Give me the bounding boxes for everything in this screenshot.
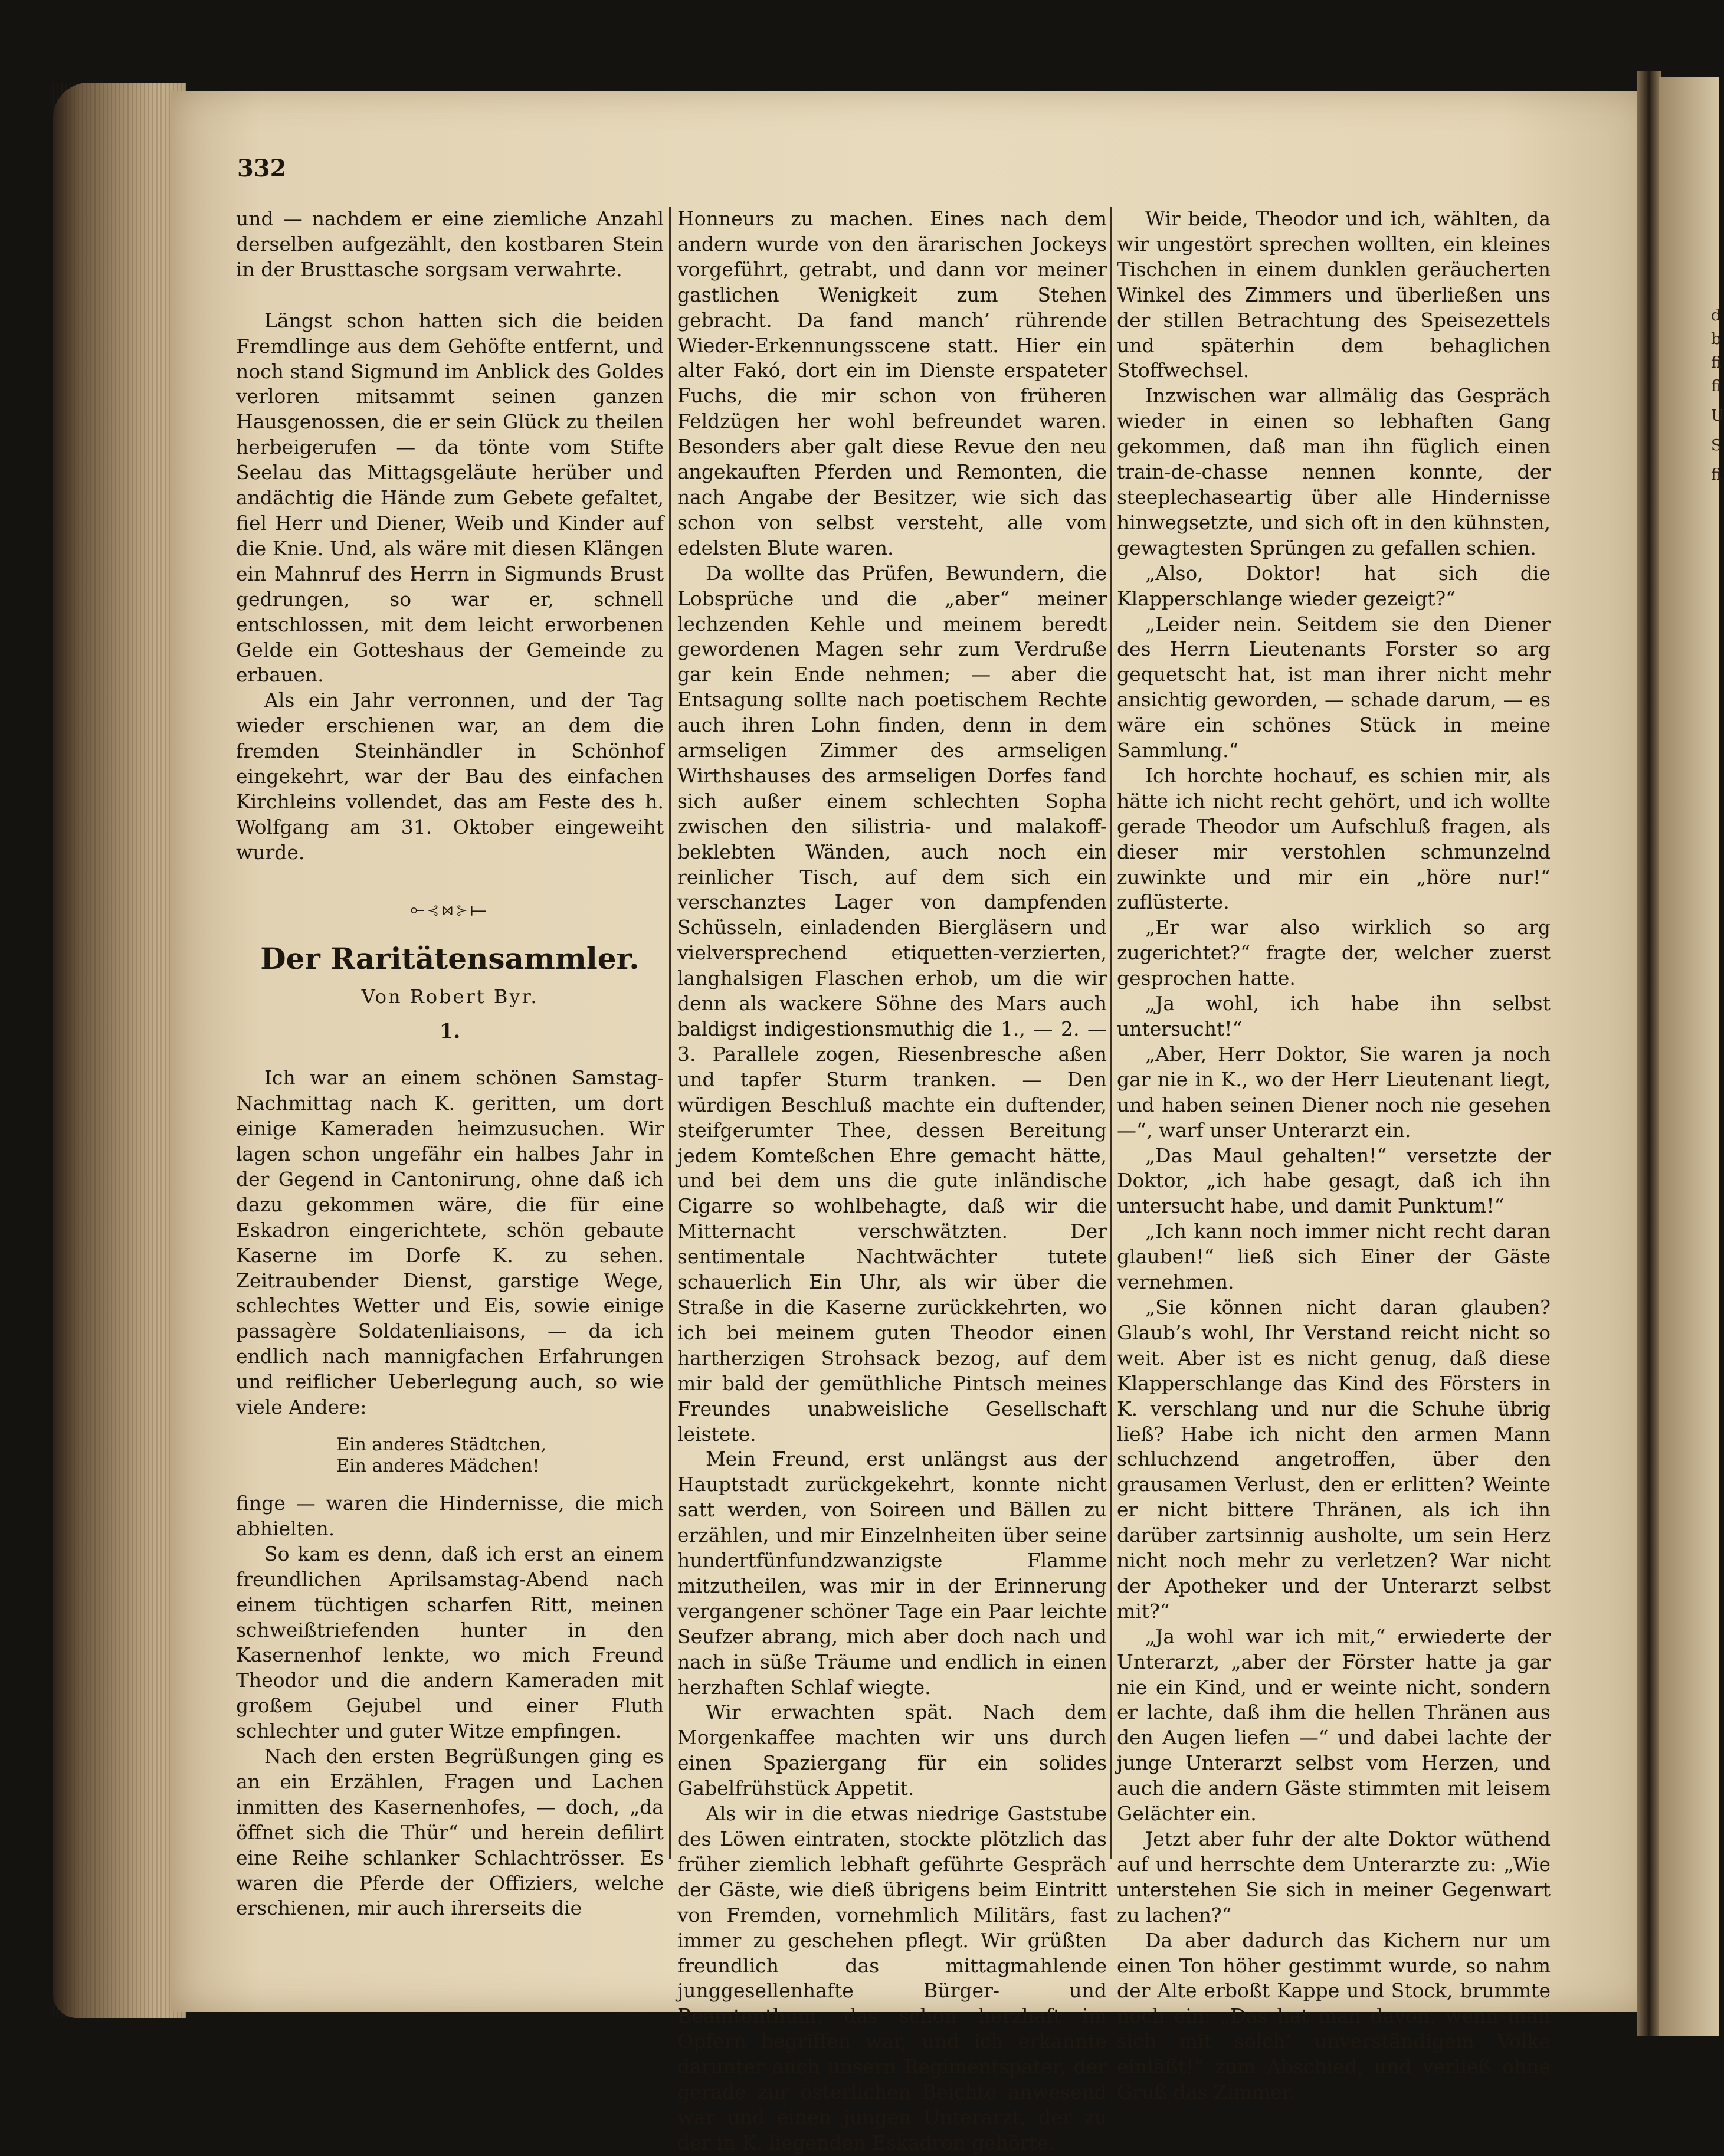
facing-page-fragment: d [1711, 307, 1721, 325]
paragraph: „Sie können nicht daran glauben? Glaub’s wohl, Ihr Verstand reicht nicht so weit. Aber ist es nicht genug, daß diese Klapperschlange das Kind des Försters in K. verschlang und nur die Schuhe übrig ließ? Habe ich nicht den armen Mann schluchzend angetroffen, über den grausamen Verlust, den er erlitten? Weinte er nicht bittere Thränen, als ich ihn darüber zartsinnig ausholte, um sein Herz nicht noch mehr zu verletzen? War nicht der Apotheker und der Unterarzt selbst mit?“ [1117, 1295, 1551, 1623]
paragraph: Als wir in die etwas niedrige Gaststube des Löwen eintraten, stockte plötzlich das früher ziemlich lebhaft geführte Gespräch der Gäste, wie dieß übrigens beim Eintritt von Fremden, vornehmlich Militärs, fast immer zu geschehen pflegt. Wir grüßten freundlich das mittagmahlende junggesellenhafte Bürger- und Beamtenthum, das schon herzhaft im Opfern begriffen war, und ich erkannte darunter auch unsern Regimentspater, der gerade zur österlichen Beichte anwesend war und einen jungen Unterarzt, der zu der in K. liegenden Eskadron gehörte. [677, 1802, 1107, 2154]
paragraph: Mein Freund, erst unlängst aus der Hauptstadt zurückgekehrt, konnte nicht satt werden, von Soireen und Bällen zu erzählen, und mir Einzelnheiten über seine hundertfünfundzwanzigste Flamme mitzutheilen, was mir in der Erinnerung vergangener schöner Tage ein Paar leichte Seufzer abrang, mich aber doch nach und nach in süße Träume und endlich in einen herzhaften Schlaf wiegte. [677, 1447, 1107, 1699]
paragraph: Da aber dadurch das Kichern nur um einen Ton höher gestimmt wurde, so nahm der Alte erboßt Kappe und Stock, brummte noch ein: „Das hat man davon, wenn man sich mit solch’ unverständigem Volke einläßt!“ zum Abschied, und verließ ohne Gruß das Zimmer. [1117, 1928, 1551, 2104]
facing-page-fragment: fi [1711, 466, 1722, 484]
facing-page-fragment: fi [1711, 378, 1722, 395]
story-title: Der Raritätensammler. [260, 941, 640, 976]
paragraph: Wir erwachten spät. Nach dem Morgenkaffee machten wir uns durch einen Spaziergang für ein solides Gabelfrühstück Appetit. [677, 1700, 1107, 1800]
section-ornament: ⟜⊰⋈⊱⟝ [410, 899, 490, 920]
paragraph: „Das Maul gehalten!“ versetzte der Doktor, „ich habe gesagt, daß ich ihn untersucht habe, und damit Punktum!“ [1117, 1143, 1551, 1218]
paragraph: Honneurs zu machen. Eines nach dem andern wurde von den ärarischen Jockeys vorgeführt, getrabt, und dann vor meiner gastlichen Wenigkeit zum Stehen gebracht. Da fand manch’ rührende Wieder-Erkennungsscene statt. Hier ein alter Fakó, dort ein im Dienste erspateter Fuchs, die mir schon von früheren Feldzügen her wohl befreundet waren. Besonders aber galt diese Revue den neu angekauften Pferden und Remonten, die nach Angabe der Besitzer, wie sich das schon von selbst versteht, alle vom edelsten Blute waren. [677, 207, 1107, 559]
page-number: 332 [237, 155, 287, 182]
book-gutter [1637, 71, 1661, 2036]
chapter-number: 1. [439, 1020, 461, 1044]
paragraph: Inzwischen war allmälig das Gespräch wieder in einen so lebhaften Gang gekommen, daß man ihn füglich einen train-de-chasse nennen konnte, der steeplechaseartig über alle Hindernisse hinwegsetzte, und sich oft in den kühnsten, gewagtesten Sprüngen zu gefallen schien. [1117, 384, 1551, 559]
paragraph: Als ein Jahr verronnen, und der Tag wieder erschienen war, an dem die fremden Steinhändler in Schönhof eingekehrt, war der Bau des einfachen Kirchleins vollendet, das am Feste des h. Wolfgang am 31. Oktober eingeweiht wurde. [236, 689, 664, 864]
column-rule-1 [669, 207, 671, 1859]
paragraph: „Ja wohl, ich habe ihn selbst untersucht!“ [1117, 992, 1551, 1040]
paragraph: finge — waren die Hindernisse, die mich abhielten. [236, 1491, 664, 1540]
paragraph-gap [236, 866, 664, 892]
paragraph: „Er war also wirklich so arg zugerichtet?“ fragte der, welcher zuerst gesprochen hatte. [1117, 916, 1551, 990]
paragraph: „Also, Doktor! hat sich die Klapperschlange wieder gezeigt?“ [1117, 561, 1551, 610]
paragraph: „Aber, Herr Doktor, Sie waren ja noch gar nie in K., wo der Herr Lieutenant liegt, und haben seinen Diener noch nie gesehen —“, warf unser Unterarzt ein. [1117, 1042, 1551, 1142]
column-rule-2 [1110, 207, 1112, 1859]
text-column-2 [677, 207, 1107, 2154]
paragraph: Ich horchte hochauf, es schien mir, als hätte ich nicht recht gehört, und ich wollte gerade Theodor um Aufschluß fragen, als dieser mir verstohlen schmunzelnd zuwinkte und mir ein „höre nur!“ zuflüsterte. [1117, 764, 1551, 914]
verse-line: Ein anderes Städtchen, [336, 1434, 547, 1455]
paragraph: Ich war an einem schönen Samstag-Nachmittag nach K. geritten, um dort einige Kameraden heimzusuchen. Wir lagen schon ungefähr ein halbes Jahr in der Gegend in Cantonirung, ohne daß ich dazu gekommen wäre, die für eine Eskadron eingerichtete, schön gebaute Kaserne im Dorfe K. zu sehen. Zeitraubender Dienst, garstige Wege, schlechtes Wetter und Eis, sowie einige passagère Soldatenliaisons, — da ich endlich nach mannigfachen Erfahrungen und reiflicher Ueberlegung auch, so wie viele Andere: [236, 1066, 664, 1419]
paragraph: „Leider nein. Seitdem sie den Diener des Herrn Lieutenants Forster so arg gequetscht hat, ist man ihrer nicht mehr ansichtig geworden, — schade darum, — es wäre ein schönes Stück in meine Sammlung.“ [1117, 612, 1551, 762]
facing-page-fragment: S [1711, 437, 1722, 454]
book-edge-left [53, 83, 186, 2018]
verse-line: Ein anderes Mädchen! [336, 1455, 540, 1476]
paragraph: und — nachdem er eine ziemliche Anzahl derselben aufgezählt, den kostbaren Stein in der Brusttasche sorgsam verwahrte. [236, 207, 664, 281]
text-column-1 [236, 207, 664, 1920]
verse-quote [336, 1434, 664, 1477]
paragraph-gap [236, 283, 664, 309]
facing-page-fragment: U [1711, 407, 1724, 425]
paragraph: Längst schon hatten sich die beiden Fremdlinge aus dem Gehöfte entfernt, und noch stand Sigmund im Anblick des Goldes verloren mitsammt seinen ganzen Hausgenossen, die er sein Glück zu theilen herbeigerufen — da tönte vom Stifte Seelau das Mittagsgeläute herüber und andächtig die Hände zum Gebete gefaltet, fiel Herr und Diener, Weib und Kinder auf die Knie. Und, als wäre mit diesen Klängen ein Mahnruf des Herrn in Sigmunds Brust gedrungen, so war er, schnell entschlossen, mit dem leicht erworbenen Gelde ein Gotteshaus der Gemeinde zu erbauen. [236, 309, 664, 687]
facing-page-edge [1659, 77, 1724, 2036]
paragraph: „Ich kann noch immer nicht recht daran glauben!“ ließ sich Einer der Gäste vernehmen. [1117, 1220, 1551, 1294]
paragraph: Jetzt aber fuhr der alte Doktor wüthend auf und herrschte dem Unterarzte zu: „Wie unterstehen Sie sich in meiner Gegenwart zu lachen?“ [1117, 1827, 1551, 1926]
facing-page-fragment: fi [1711, 354, 1722, 372]
paragraph: Da wollte das Prüfen, Bewundern, die Lobsprüche und die „aber“ meiner lechzenden Kehle und meinem beredt gewordenen Magen sehr zum Verdruße gar kein Ende nehmen; — aber die Entsagung sollte nach poetischem Rechte auch ihren Lohn finden, denn in dem armseligen Zimmer des armseligen Wirthshauses des armseligen Dorfes fand sich außer einem schlechten Sopha zwischen den silistria- und malakoff-beklebten Wänden, auch noch ein reinlicher Tisch, auf dem sich ein verschanztes Lager von dampfenden Schüsseln, einladenden Biergläsern und vielversprechend etiquetten-verzierten, langhalsigen Flaschen erhob, um die wir denn als wackere Söhne des Mars auch baldigst indigestionsmuthig die 1., — 2. — 3. Parallele zogen, Riesenbresche aßen und tapfer Sturm tranken. — Den würdigen Beschluß machte ein duftender, steifgerumter Thee, dessen Bereitung jedem Komteßchen Ehre gemacht hätte, und bei dem uns die gute inländische Cigarre so wohlbehagte, daß wir die Mitternacht verschwätzten. Der sentimentale Nachtwächter tutete schauerlich Ein Uhr, als wir über die Straße in die Kaserne zurückkehrten, wo ich bei meinem guten Theodor einen hartherzigen Strohsack bezog, auf dem mir bald der gemüthliche Pintsch meines Freundes unabweisliche Gesellschaft leistete. [677, 561, 1107, 1446]
paragraph: So kam es denn, daß ich erst an einem freundlichen Aprilsamstag-Abend nach einem tüchtigen scharfen Ritt, meinen schweißtriefenden hunter in den Kasernenhof lenkte, wo mich Freund Theodor und die andern Kameraden mit großem Gejubel und einer Fluth schlechter und guter Witze empfingen. [236, 1542, 664, 1743]
paragraph: Wir beide, Theodor und ich, wählten, da wir ungestört sprechen wollten, ein kleines Tischchen in einem dunklen geräucherten Winkel des Zimmers und überließen uns der stillen Betrachtung des Speisezettels und späterhin dem behaglichen Stoffwechsel. [1117, 207, 1551, 382]
text-column-3 [1117, 207, 1551, 2104]
facing-page-fragment: b [1711, 330, 1721, 348]
paragraph: Nach den ersten Begrüßungen ging es an ein Erzählen, Fragen und Lachen inmitten des Kasernenhofes, — doch, „da öffnet sich die Thür“ und herein defilirt eine Reihe schlanker Schlachtrösser. Es waren die Pferde der Offiziers, welche erschienen, mir auch ihrerseits die [236, 1745, 664, 1920]
paragraph: „Ja wohl war ich mit,“ erwiederte der Unterarzt, „aber der Förster hatte ja gar nie ein Kind, und er weinte nicht, sondern er lachte, daß ihm die hellen Thränen aus den Augen liefen —“ und dabei lachte der junge Unterarzt selbst vom Herzen, und auch die andern Gäste stimmten mit leisem Gelächter ein. [1117, 1624, 1551, 1826]
author-byline: Von Robert Byr. [361, 985, 539, 1008]
